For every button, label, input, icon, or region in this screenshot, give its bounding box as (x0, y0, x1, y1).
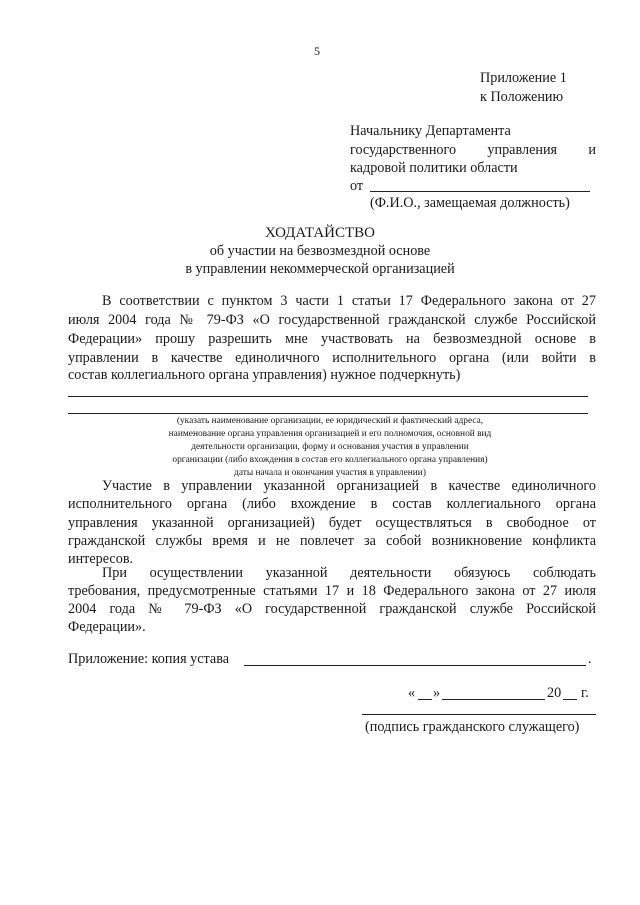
hint-line-2: наименование органа управления организацией и его полномочия, основной вид (168, 429, 492, 439)
para3-line-3: 2004 года № 79-ФЗ «О государственной гражданской службе Российской (68, 601, 596, 617)
para2-line-5: интересов. (68, 551, 134, 567)
addressee-line-1: Начальнику Департамента (350, 123, 511, 139)
attachment-end: . (588, 651, 592, 667)
para2-line-3: управления указанной организацией) будет осуществляться в свободное от (68, 515, 596, 531)
fio-caption: (Ф.И.О., замещаемая должность) (370, 195, 570, 211)
date-quote-close: » (433, 685, 441, 701)
para2-line-1: Участие в управлении указанной организацией в качестве единоличного (102, 478, 596, 494)
addressee-word-3: и (588, 142, 596, 158)
from-label: от (350, 178, 364, 194)
signature-line (362, 714, 596, 715)
date-month-line (442, 699, 545, 700)
hint-line-1: (указать наименование организации, ее юридический и фактический адреса, (176, 416, 484, 426)
attachment-label: Приложение: копия устава (68, 651, 230, 667)
para1-line-1: В соответствии с пунктом 3 части 1 статьи 17 Федерального закона от 27 (102, 293, 596, 309)
para2-line-4: гражданской службы время и не повлечет за собой возникновение конфликта (68, 533, 596, 549)
para3-line-2: требования, предусмотренные статьями 17 и 18 Федерального закона от 27 июля (68, 583, 596, 599)
hint-line-5: даты начала и окончания участия в управлении) (234, 468, 426, 478)
addressee-line-2 (350, 141, 596, 160)
para1-line-5: состав коллегиального органа управления) нужное подчеркнуть) (68, 367, 461, 383)
document-title: ХОДАТАЙСТВО (265, 225, 375, 241)
para1-line-2: июля 2004 года № 79-ФЗ «О государственной гражданской службе Российской (68, 312, 596, 328)
para3-line-4: Федерации». (68, 619, 146, 635)
para2-line-2: исполнительного органа (либо вхождение в состав коллегиального органа (68, 496, 596, 512)
hint-line-3: деятельности организации, форму и основания участия в управлении (191, 442, 469, 452)
appendix-line-2: к Положению (480, 89, 564, 105)
date-year-prefix: 20 (547, 685, 562, 701)
date-year-suffix: г. (581, 685, 589, 701)
document-subtitle-2: в управлении некоммерческой организацией (185, 261, 455, 277)
para1-line-3: Федерации» прошу разрешить мне участвовать на безвозмездной основе в (68, 331, 596, 347)
signature-caption: (подпись гражданского служащего) (365, 719, 580, 735)
date-year-line (563, 699, 577, 700)
hint-line-4: организации (либо вхождения в состав его коллегиального органа управления) (172, 455, 488, 465)
date-quote-open: « (408, 685, 416, 701)
date-day-line (418, 699, 432, 700)
para1-line-4: управлении в качестве единоличного исполнительного органа (или войти в (68, 350, 596, 366)
attachment-line (244, 665, 586, 666)
document-subtitle-1: об участии на безвозмездной основе (209, 243, 431, 259)
from-line (370, 191, 590, 192)
fill-line-2 (68, 413, 588, 414)
appendix-line-1: Приложение 1 (480, 70, 567, 86)
addressee-word-2: управления (487, 142, 558, 158)
fill-line-1 (68, 396, 588, 397)
addressee-word-1: государственного (350, 142, 457, 158)
page-number: 5 (314, 44, 320, 58)
addressee-line-3: кадровой политики области (350, 160, 518, 176)
para3-line-1: При осуществлении указанной деятельности обязуюсь соблюдать (102, 565, 596, 581)
